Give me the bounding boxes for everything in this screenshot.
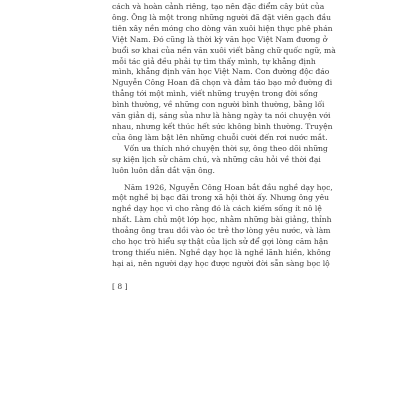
paragraph-3 <box>112 182 333 270</box>
text-line: tiên xây nền móng cho dòng văn xuôi hiện thực phê phán <box>112 23 333 33</box>
text-line: bình thường, về những con người bình thường, bằng lối <box>112 100 325 110</box>
text-line: thẳng tới một mình, viết những truyện trong đời sống <box>112 89 318 99</box>
text-line: trong thiếu niên. Nghề dạy học là nghề lãnh hiền, không <box>112 247 331 257</box>
text-line: mình, khẳng định văn học Việt Nam. Con đường độc đáo <box>112 67 330 77</box>
text-line: Nguyễn Công Hoan đã chọn và đảm táo bạo mở đường đi <box>112 78 333 88</box>
text-line: luôn luôn dẫn dắt vặn ông. <box>112 165 215 175</box>
text-line: nhất. Làm chủ một lớp học, nhằm những bài giảng, thỉnh <box>112 215 332 225</box>
text-line: thoảng ông trau dồi vào óc trẻ thơ lòng yêu nước, và làm <box>112 226 331 236</box>
text-line: một nghề bị bạc đãi trong xã hội thời ấy. Nhưng ông yêu <box>112 193 330 203</box>
text-line: Năm 1926, Nguyễn Công Hoan bắt đầu nghề dạy học, <box>124 182 333 192</box>
text-line: hại ai, nên người dạy học được người đời sẵn sàng bọc lộ <box>112 258 330 268</box>
paragraph-2 <box>112 143 328 177</box>
text-line: mỗi tác giả đều phải tự tìm thấy mình, tự khẳng định <box>112 56 316 66</box>
text-line: cách và hoàn cảnh riêng, tạo nên đặc điểm cây bút của <box>112 2 325 11</box>
text-line: sự kiện lịch sử chăm chú, và những câu hỏi về thời đại <box>112 154 321 164</box>
text-line: cho học trò hiểu sự thật của lịch sử để gợi lòng căm hận <box>112 237 329 247</box>
paragraph-1 <box>112 2 336 144</box>
text-line: nghề dạy học vì cho rằng đó là cách kiếm sống ít nô lệ <box>112 204 322 214</box>
text-line: của ông làm bật lên những chuỗi cười đến rơi nước mắt. <box>112 132 328 142</box>
body-text <box>112 2 336 270</box>
text-line: buổi sơ khai của nền văn xuôi viết bằng chữ quốc ngữ, mà <box>112 45 336 55</box>
text-line: Vốn ưa thích nhớ chuyện thời sự, ông theo dõi những <box>124 143 328 153</box>
text-line: Việt Nam. Đó cũng là thời kỳ văn học Việt Nam đương ở <box>112 34 328 44</box>
page-number: [ 8 ] <box>112 282 128 291</box>
text-line: ông. Ông là một trong những người đã đặt viên gạch đầu <box>112 12 331 22</box>
text-line: nhau, nhưng kết thúc hết sức không bình thường. Truyện <box>112 121 333 131</box>
text-line: văn giản dị, sáng sủa như là hàng ngày ta nói chuyện với <box>112 111 331 121</box>
